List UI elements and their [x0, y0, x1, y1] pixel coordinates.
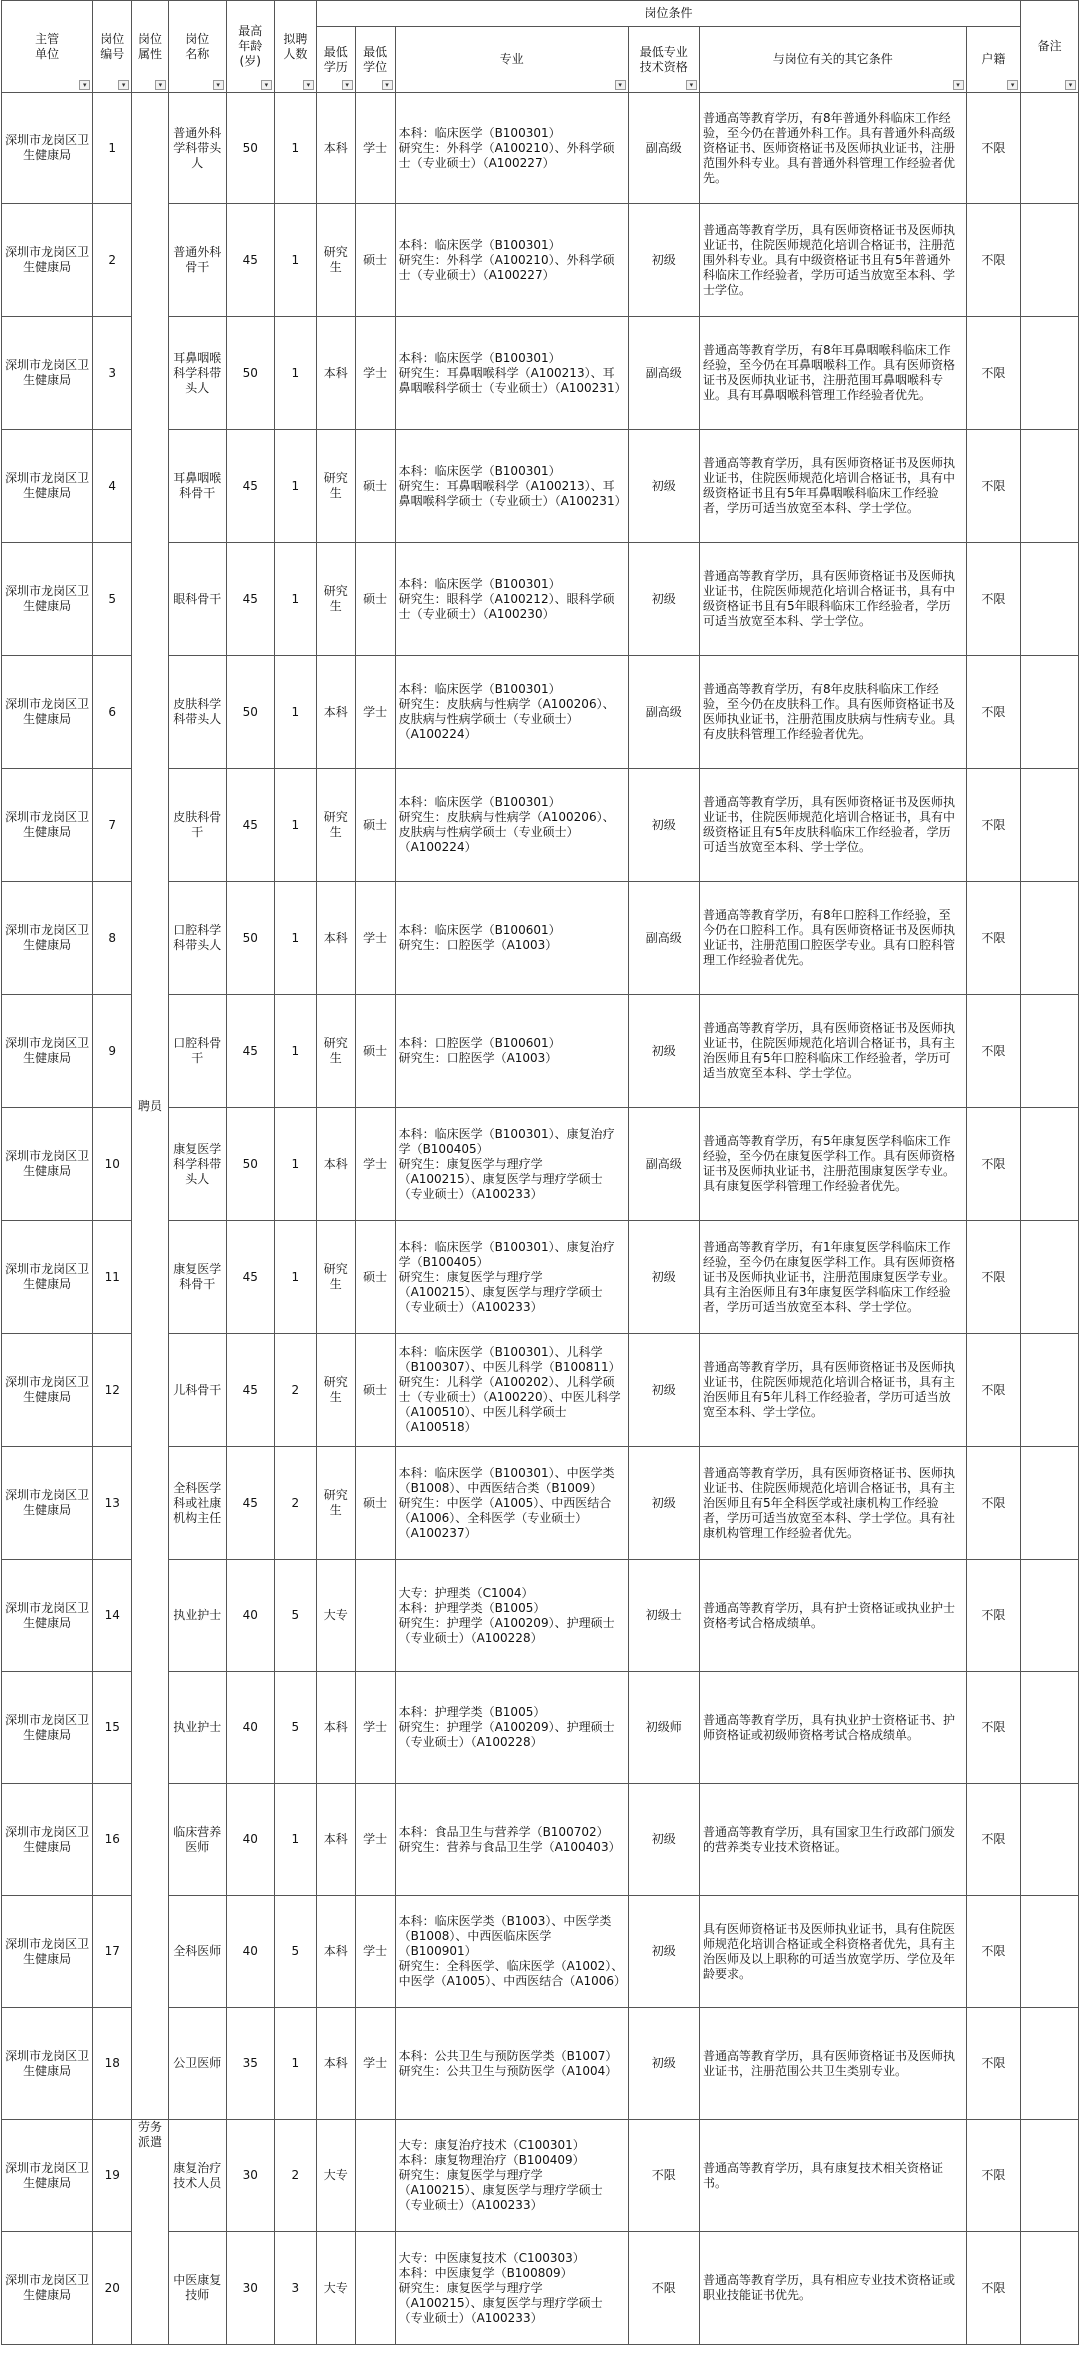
cell-dept: 深圳市龙岗区卫生健康局 [2, 769, 93, 882]
cell-code: 8 [93, 882, 132, 995]
cell-note [1021, 1108, 1079, 1221]
cell-hukou: 不限 [966, 1108, 1021, 1221]
cell-hukou: 不限 [966, 543, 1021, 656]
cell-note [1021, 1334, 1079, 1447]
filter-dropdown-icon[interactable]: ▾ [155, 80, 166, 90]
cell-major: 本科：护理学类（B1005） 研究生：护理学（A100209）、护理硕士（专业硕士）（A100228） [395, 1672, 628, 1784]
cell-count: 1 [274, 1221, 316, 1334]
cell-name: 中医康复技师 [168, 2232, 226, 2345]
cell-name: 口腔科学科带头人 [168, 882, 226, 995]
job-table [1, 0, 1079, 2345]
cell-title: 初级 [628, 2008, 699, 2120]
header-name[interactable]: 岗位 名称 ▾ [168, 1, 226, 93]
header-other[interactable]: 与岗位有关的其它条件 ▾ [699, 27, 966, 93]
cell-edu: 大专 [316, 1560, 355, 1672]
cell-dept: 深圳市龙岗区卫生健康局 [2, 995, 93, 1108]
header-conditions: 岗位条件 [316, 1, 1020, 27]
cell-dept: 深圳市龙岗区卫生健康局 [2, 1221, 93, 1334]
cell-title: 副高级 [628, 656, 699, 769]
cell-name: 普通外科骨干 [168, 204, 226, 317]
cell-name: 皮肤科骨干 [168, 769, 226, 882]
cell-dept: 深圳市龙岗区卫生健康局 [2, 2120, 93, 2232]
cell-note [1021, 2232, 1079, 2345]
cell-note [1021, 656, 1079, 769]
cell-age: 50 [226, 1108, 274, 1221]
cell-name: 康复治疗技术人员 [168, 2120, 226, 2232]
cell-count: 5 [274, 1672, 316, 1784]
cell-degree: 学士 [355, 1896, 395, 2008]
cell-edu: 本科 [316, 1672, 355, 1784]
filter-dropdown-icon[interactable]: ▾ [261, 80, 272, 90]
cell-hukou: 不限 [966, 1221, 1021, 1334]
cell-degree: 学士 [355, 93, 395, 204]
cell-count: 1 [274, 317, 316, 430]
cell-code: 11 [93, 1221, 132, 1334]
cell-major: 本科：临床医学类（B1003）、中医学类（B1008）、中西医临床医学（B100901） 研究生：全科医学、临床医学（A1002）、中医学（A1005）、中西医结合（A1006） [395, 1896, 628, 2008]
cell-age: 40 [226, 1672, 274, 1784]
cell-major: 本科：食品卫生与营养学（B100702） 研究生：营养与食品卫生学（A100403） [395, 1784, 628, 1896]
cell-age: 45 [226, 995, 274, 1108]
cell-note [1021, 1672, 1079, 1784]
cell-note [1021, 1784, 1079, 1896]
cell-name: 皮肤科学科带头人 [168, 656, 226, 769]
attr-group-hire: 聘员 [132, 93, 169, 2120]
cell-edu: 本科 [316, 317, 355, 430]
filter-dropdown-icon[interactable]: ▾ [118, 80, 129, 90]
header-hukou[interactable]: 户籍 ▾ [966, 27, 1021, 93]
cell-degree: 硕士 [355, 430, 395, 543]
cell-age: 50 [226, 317, 274, 430]
cell-major: 本科：临床医学（B100301） 研究生：耳鼻咽喉科学（A100213）、耳鼻咽喉科学硕士（专业硕士）（A100231） [395, 430, 628, 543]
cell-other: 普通高等教育学历，具有国家卫生行政部门颁发的营养类专业技术资格证。 [699, 1784, 966, 1896]
cell-count: 2 [274, 1447, 316, 1560]
cell-other: 普通高等教育学历，具有医师资格证书及医师执业证书，住院医师规范化培训合格证书，具有中级资格证书且有5年眼科临床工作经验者，学历可适当放宽至本科、学士学位。 [699, 543, 966, 656]
cell-dept: 深圳市龙岗区卫生健康局 [2, 1784, 93, 1896]
cell-edu: 研究生 [316, 1447, 355, 1560]
cell-other: 普通高等教育学历，具有护士资格证或执业护士资格考试合格成绩单。 [699, 1560, 966, 1672]
cell-age: 40 [226, 1896, 274, 2008]
cell-other: 普通高等教育学历，有1年康复医学科临床工作经验，至今仍在康复医学科工作。具有医师资格证书及医师执业证书，注册范围康复医学专业。具有主治医师且有3年康复医学科临床工作经验者，学历可适当放宽至本科、学士学位。 [699, 1221, 966, 1334]
cell-title: 初级 [628, 1447, 699, 1560]
cell-major: 大专：护理类（C1004） 本科：护理学类（B1005） 研究生：护理学（A100209）、护理硕士（专业硕士）（A100228） [395, 1560, 628, 1672]
filter-dropdown-icon[interactable]: ▾ [213, 80, 224, 90]
cell-edu: 研究生 [316, 543, 355, 656]
cell-count: 1 [274, 2008, 316, 2120]
cell-title: 不限 [628, 2232, 699, 2345]
cell-hukou: 不限 [966, 1784, 1021, 1896]
cell-title: 副高级 [628, 882, 699, 995]
cell-dept: 深圳市龙岗区卫生健康局 [2, 1560, 93, 1672]
cell-count: 1 [274, 995, 316, 1108]
cell-hukou: 不限 [966, 93, 1021, 204]
cell-title: 初级 [628, 769, 699, 882]
cell-age: 50 [226, 656, 274, 769]
header-count[interactable]: 拟聘 人数 ▾ [274, 1, 316, 93]
cell-hukou: 不限 [966, 1334, 1021, 1447]
cell-code: 18 [93, 2008, 132, 2120]
cell-note [1021, 1221, 1079, 1334]
cell-hukou: 不限 [966, 430, 1021, 543]
cell-edu: 大专 [316, 2120, 355, 2232]
cell-edu: 本科 [316, 1784, 355, 1896]
cell-degree: 学士 [355, 882, 395, 995]
cell-other: 普通高等教育学历，有5年康复医学科临床工作经验，至今仍在康复医学科工作。具有医师资格证书及医师执业证书，注册范围康复医学专业。具有康复医学科管理工作经验者优先。 [699, 1108, 966, 1221]
table-row [2, 2120, 1079, 2232]
cell-degree: 学士 [355, 1108, 395, 1221]
filter-dropdown-icon[interactable]: ▾ [953, 80, 964, 90]
cell-count: 5 [274, 1560, 316, 1672]
cell-code: 6 [93, 656, 132, 769]
cell-code: 7 [93, 769, 132, 882]
cell-hukou: 不限 [966, 2232, 1021, 2345]
cell-dept: 深圳市龙岗区卫生健康局 [2, 656, 93, 769]
cell-dept: 深圳市龙岗区卫生健康局 [2, 543, 93, 656]
cell-count: 2 [274, 1334, 316, 1447]
cell-major: 本科：临床医学（B100301） 研究生：外科学（A100210）、外科学硕士（专业硕士）（A100227） [395, 93, 628, 204]
cell-other: 普通高等教育学历，具有执业护士资格证书、护师资格证或初级师资格考试合格成绩单。 [699, 1672, 966, 1784]
cell-title: 初级 [628, 995, 699, 1108]
cell-name: 儿科骨干 [168, 1334, 226, 1447]
cell-note [1021, 1896, 1079, 2008]
cell-age: 45 [226, 543, 274, 656]
cell-count: 5 [274, 1896, 316, 2008]
cell-dept: 深圳市龙岗区卫生健康局 [2, 2008, 93, 2120]
cell-count: 1 [274, 882, 316, 995]
cell-hukou: 不限 [966, 1896, 1021, 2008]
cell-edu: 本科 [316, 1896, 355, 2008]
cell-age: 45 [226, 1221, 274, 1334]
cell-name: 执业护士 [168, 1560, 226, 1672]
cell-count: 1 [274, 656, 316, 769]
header-title[interactable]: 最低专业 技术资格 ▾ [628, 27, 699, 93]
cell-code: 10 [93, 1108, 132, 1221]
table-body [2, 93, 1079, 2345]
filter-dropdown-icon[interactable]: ▾ [1065, 80, 1076, 90]
header-attr[interactable]: 岗位 属性 ▾ [132, 1, 169, 93]
cell-dept: 深圳市龙岗区卫生健康局 [2, 2232, 93, 2345]
cell-title: 初级 [628, 204, 699, 317]
header-degree[interactable]: 最低 学位 ▾ [355, 27, 395, 93]
filter-dropdown-icon[interactable]: ▾ [303, 80, 314, 90]
cell-name: 执业护士 [168, 1672, 226, 1784]
cell-name: 耳鼻咽喉科骨干 [168, 430, 226, 543]
cell-count: 3 [274, 2232, 316, 2345]
cell-hukou: 不限 [966, 882, 1021, 995]
cell-title: 副高级 [628, 1108, 699, 1221]
cell-code: 5 [93, 543, 132, 656]
header-major[interactable]: 专业 ▾ [395, 27, 628, 93]
cell-dept: 深圳市龙岗区卫生健康局 [2, 1672, 93, 1784]
cell-note [1021, 317, 1079, 430]
cell-code: 14 [93, 1560, 132, 1672]
cell-title: 副高级 [628, 317, 699, 430]
cell-other: 普通高等教育学历，有8年皮肤科临床工作经验，至今仍在皮肤科工作。具有医师资格证书及医师执业证书，注册范围皮肤病与性病专业。具有皮肤科管理工作经验者优先。 [699, 656, 966, 769]
cell-major: 本科：口腔医学（B100601） 研究生：口腔医学（A1003） [395, 995, 628, 1108]
cell-major: 本科：临床医学（B100301）、康复治疗学（B100405） 研究生：康复医学与理疗学（A100215）、康复医学与理疗学硕士（专业硕士）（A100233） [395, 1108, 628, 1221]
cell-count: 1 [274, 430, 316, 543]
cell-major: 本科：临床医学（B100301）、中医学类（B1008）、中西医结合类（B1009） 研究生：中医学（A1005）、中西医结合（A1006）、全科医学（专业硕士）（A100237） [395, 1447, 628, 1560]
cell-note [1021, 2008, 1079, 2120]
cell-count: 1 [274, 1784, 316, 1896]
cell-title: 初级 [628, 430, 699, 543]
filter-dropdown-icon[interactable]: ▾ [1007, 80, 1018, 90]
cell-major: 本科：临床医学（B100301） 研究生：耳鼻咽喉科学（A100213）、耳鼻咽喉科学硕士（专业硕士）（A100231） [395, 317, 628, 430]
cell-hukou: 不限 [966, 995, 1021, 1108]
cell-title: 初级 [628, 1221, 699, 1334]
cell-title: 不限 [628, 2120, 699, 2232]
cell-hukou: 不限 [966, 204, 1021, 317]
cell-other: 普通高等教育学历，具有医师资格证书及医师执业证书，住院医师规范化培训合格证书，注册范围外科专业。具有中级资格证书且有5年普通外科临床工作经验者，学历可适当放宽至本科、学士学位。 [699, 204, 966, 317]
cell-edu: 本科 [316, 656, 355, 769]
cell-name: 临床营养医师 [168, 1784, 226, 1896]
cell-major: 本科：临床医学（B100301） 研究生：皮肤病与性病学（A100206）、皮肤病与性病学硕士（专业硕士）（A100224） [395, 769, 628, 882]
cell-title: 初级 [628, 1334, 699, 1447]
cell-count: 1 [274, 93, 316, 204]
cell-code: 1 [93, 93, 132, 204]
cell-other: 具有医师资格证书及医师执业证书，具有住院医师规范化培训合格证或全科资格者优先，具有主治医师及以上职称的可适当放宽学历、学位及年龄要求。 [699, 1896, 966, 2008]
cell-note [1021, 93, 1079, 204]
cell-degree: 学士 [355, 2008, 395, 2120]
cell-other: 普通高等教育学历，具有医师资格证书及医师执业证书，住院医师规范化培训合格证书，具有中级资格证书且有5年耳鼻咽喉科临床工作经验者，学历可适当放宽至本科、学士学位。 [699, 430, 966, 543]
cell-code: 4 [93, 430, 132, 543]
cell-degree: 硕士 [355, 1447, 395, 1560]
cell-edu: 本科 [316, 2008, 355, 2120]
cell-major: 本科：临床医学（B100301） 研究生：眼科学（A100212）、眼科学硕士（专业硕士）（A100230） [395, 543, 628, 656]
cell-code: 13 [93, 1447, 132, 1560]
cell-title: 初级 [628, 543, 699, 656]
cell-count: 1 [274, 1108, 316, 1221]
cell-dept: 深圳市龙岗区卫生健康局 [2, 317, 93, 430]
cell-edu: 研究生 [316, 1334, 355, 1447]
cell-age: 45 [226, 430, 274, 543]
cell-degree: 学士 [355, 1784, 395, 1896]
cell-degree [355, 2232, 395, 2345]
cell-age: 45 [226, 1447, 274, 1560]
cell-note [1021, 204, 1079, 317]
cell-edu: 本科 [316, 882, 355, 995]
cell-hukou: 不限 [966, 1560, 1021, 1672]
filter-dropdown-icon[interactable]: ▾ [615, 80, 626, 90]
cell-hukou: 不限 [966, 2120, 1021, 2232]
cell-title: 初级 [628, 1896, 699, 2008]
cell-age: 30 [226, 2120, 274, 2232]
cell-title: 初级 [628, 1784, 699, 1896]
header-note[interactable]: 备注 ▾ [1021, 1, 1079, 93]
cell-note [1021, 1560, 1079, 1672]
cell-note [1021, 882, 1079, 995]
cell-major: 本科：临床医学（B100301） 研究生：皮肤病与性病学（A100206）、皮肤病与性病学硕士（专业硕士）（A100224） [395, 656, 628, 769]
cell-major: 大专：中医康复技术（C100303） 本科：中医康复学（B100809） 研究生：康复医学与理疗学（A100215）、康复医学与理疗学硕士（专业硕士）（A100233） [395, 2232, 628, 2345]
cell-dept: 深圳市龙岗区卫生健康局 [2, 1447, 93, 1560]
cell-note [1021, 995, 1079, 1108]
cell-code: 9 [93, 995, 132, 1108]
header-code[interactable]: 岗位 编号 ▾ [93, 1, 132, 93]
cell-age: 30 [226, 2232, 274, 2345]
header-age[interactable]: 最高 年龄 (岁) ▾ [226, 1, 274, 93]
cell-other: 普通高等教育学历，具有医师资格证书及医师执业证书，住院医师规范化培训合格证书，具有主治医师且有5年口腔科临床工作经验者，学历可适当放宽至本科、学士学位。 [699, 995, 966, 1108]
cell-edu: 研究生 [316, 1221, 355, 1334]
cell-age: 45 [226, 1334, 274, 1447]
cell-degree: 学士 [355, 1672, 395, 1784]
cell-age: 40 [226, 1560, 274, 1672]
cell-name: 普通外科学科带头人 [168, 93, 226, 204]
cell-name: 耳鼻咽喉科学科带头人 [168, 317, 226, 430]
cell-degree: 硕士 [355, 769, 395, 882]
cell-hukou: 不限 [966, 2008, 1021, 2120]
cell-edu: 研究生 [316, 769, 355, 882]
cell-edu: 研究生 [316, 995, 355, 1108]
cell-degree: 硕士 [355, 204, 395, 317]
cell-major: 本科：临床医学（B100301） 研究生：外科学（A100210）、外科学硕士（专业硕士）（A100227） [395, 204, 628, 317]
table-row [2, 93, 1079, 204]
attr-group-dispatch: 劳务 派遣 [132, 2120, 169, 2345]
cell-note [1021, 769, 1079, 882]
cell-major: 本科：临床医学（B100301）、儿科学（B100307）、中医儿科学（B100811） 研究生：儿科学（A100202）、儿科学硕士（专业硕士）（A100220）、中医儿科学（A100510）、中医儿科学硕士（A100518） [395, 1334, 628, 1447]
cell-degree [355, 2120, 395, 2232]
cell-hukou: 不限 [966, 317, 1021, 430]
cell-code: 17 [93, 1896, 132, 2008]
cell-title: 初级师 [628, 1672, 699, 1784]
cell-edu: 研究生 [316, 204, 355, 317]
cell-degree: 硕士 [355, 1334, 395, 1447]
cell-age: 45 [226, 769, 274, 882]
cell-dept: 深圳市龙岗区卫生健康局 [2, 1108, 93, 1221]
cell-code: 12 [93, 1334, 132, 1447]
cell-hukou: 不限 [966, 1672, 1021, 1784]
cell-count: 1 [274, 769, 316, 882]
cell-code: 2 [93, 204, 132, 317]
cell-count: 1 [274, 204, 316, 317]
cell-name: 全科医学科或社康机构主任 [168, 1447, 226, 1560]
cell-hukou: 不限 [966, 656, 1021, 769]
cell-dept: 深圳市龙岗区卫生健康局 [2, 93, 93, 204]
cell-other: 普通高等教育学历，有8年普通外科临床工作经验，至今仍在普通外科工作。具有普通外科高级资格证书、医师资格证书及医师执业证书，注册范围外科专业。具有普通外科管理工作经验者优先。 [699, 93, 966, 204]
cell-note [1021, 2120, 1079, 2232]
cell-code: 15 [93, 1672, 132, 1784]
cell-name: 康复医学科学科带头人 [168, 1108, 226, 1221]
cell-degree: 硕士 [355, 1221, 395, 1334]
cell-hukou: 不限 [966, 1447, 1021, 1560]
header-edu[interactable]: 最低 学历 ▾ [316, 27, 355, 93]
cell-dept: 深圳市龙岗区卫生健康局 [2, 882, 93, 995]
cell-degree: 学士 [355, 656, 395, 769]
cell-count: 2 [274, 2120, 316, 2232]
cell-other: 普通高等教育学历，具有医师资格证书及医师执业证书，住院医师规范化培训合格证书，具有中级资格证且有5年皮肤科临床工作经验者，学历可适当放宽至本科、学士学位。 [699, 769, 966, 882]
cell-major: 本科：公共卫生与预防医学类（B1007） 研究生：公共卫生与预防医学（A1004） [395, 2008, 628, 2120]
cell-code: 16 [93, 1784, 132, 1896]
cell-hukou: 不限 [966, 769, 1021, 882]
cell-title: 副高级 [628, 93, 699, 204]
cell-name: 口腔科骨干 [168, 995, 226, 1108]
cell-name: 眼科骨干 [168, 543, 226, 656]
cell-age: 50 [226, 882, 274, 995]
cell-count: 1 [274, 543, 316, 656]
cell-major: 大专：康复治疗技术（C100301） 本科：康复物理治疗（B100409） 研究生：康复医学与理疗学（A100215）、康复医学与理疗学硕士（专业硕士）（A100233） [395, 2120, 628, 2232]
cell-code: 3 [93, 317, 132, 430]
cell-code: 20 [93, 2232, 132, 2345]
cell-major: 本科：临床医学（B100301）、康复治疗学（B100405） 研究生：康复医学与理疗学（A100215）、康复医学与理疗学硕士（专业硕士）（A100233） [395, 1221, 628, 1334]
cell-other: 普通高等教育学历，有8年口腔科工作经验，至今仍在口腔科工作。具有医师资格证书及医师执业证书，注册范围口腔医学专业。具有口腔科管理工作经验者优先。 [699, 882, 966, 995]
cell-degree: 硕士 [355, 543, 395, 656]
cell-other: 普通高等教育学历，有8年耳鼻咽喉科临床工作经验，至今仍在耳鼻咽喉科工作。具有医师资格证书及医师执业证书，注册范围耳鼻咽喉科专业。具有耳鼻咽喉科管理工作经验者优先。 [699, 317, 966, 430]
cell-age: 50 [226, 93, 274, 204]
cell-edu: 大专 [316, 2232, 355, 2345]
cell-other: 普通高等教育学历，具有康复技术相关资格证书。 [699, 2120, 966, 2232]
cell-name: 全科医师 [168, 1896, 226, 2008]
filter-dropdown-icon[interactable]: ▾ [79, 80, 90, 90]
cell-code: 19 [93, 2120, 132, 2232]
cell-dept: 深圳市龙岗区卫生健康局 [2, 1896, 93, 2008]
cell-dept: 深圳市龙岗区卫生健康局 [2, 430, 93, 543]
cell-age: 45 [226, 204, 274, 317]
cell-degree: 硕士 [355, 995, 395, 1108]
cell-age: 35 [226, 2008, 274, 2120]
header-dept[interactable]: 主管 单位 ▾ [2, 1, 93, 93]
cell-name: 康复医学科骨干 [168, 1221, 226, 1334]
cell-age: 40 [226, 1784, 274, 1896]
cell-degree: 学士 [355, 317, 395, 430]
cell-note [1021, 1447, 1079, 1560]
cell-other: 普通高等教育学历，具有医师资格证书及医师执业证书，注册范围公共卫生类别专业。 [699, 2008, 966, 2120]
cell-dept: 深圳市龙岗区卫生健康局 [2, 1334, 93, 1447]
cell-other: 普通高等教育学历，具有医师资格证书及医师执业证书，住院医师规范化培训合格证书，具有主治医师且有5年儿科工作经验者，学历可适当放宽至本科、学士学位。 [699, 1334, 966, 1447]
cell-title: 初级士 [628, 1560, 699, 1672]
cell-edu: 本科 [316, 93, 355, 204]
cell-degree [355, 1560, 395, 1672]
cell-note [1021, 430, 1079, 543]
filter-dropdown-icon[interactable]: ▾ [686, 80, 697, 90]
cell-other: 普通高等教育学历，具有医师资格证书、医师执业证书、住院医师规范化培训合格证书，具有主治医师且有5年全科医学或社康机构工作经验者，学历可适当放宽至本科、学士学位。具有社康机构管理工作经验者优先。 [699, 1447, 966, 1560]
cell-edu: 研究生 [316, 430, 355, 543]
cell-dept: 深圳市龙岗区卫生健康局 [2, 204, 93, 317]
filter-dropdown-icon[interactable]: ▾ [382, 80, 393, 90]
cell-name: 公卫医师 [168, 2008, 226, 2120]
filter-dropdown-icon[interactable]: ▾ [342, 80, 353, 90]
cell-edu: 本科 [316, 1108, 355, 1221]
cell-major: 本科：临床医学（B100601） 研究生：口腔医学（A1003） [395, 882, 628, 995]
cell-other: 普通高等教育学历，具有相应专业技术资格证或职业技能证书优先。 [699, 2232, 966, 2345]
cell-note [1021, 543, 1079, 656]
